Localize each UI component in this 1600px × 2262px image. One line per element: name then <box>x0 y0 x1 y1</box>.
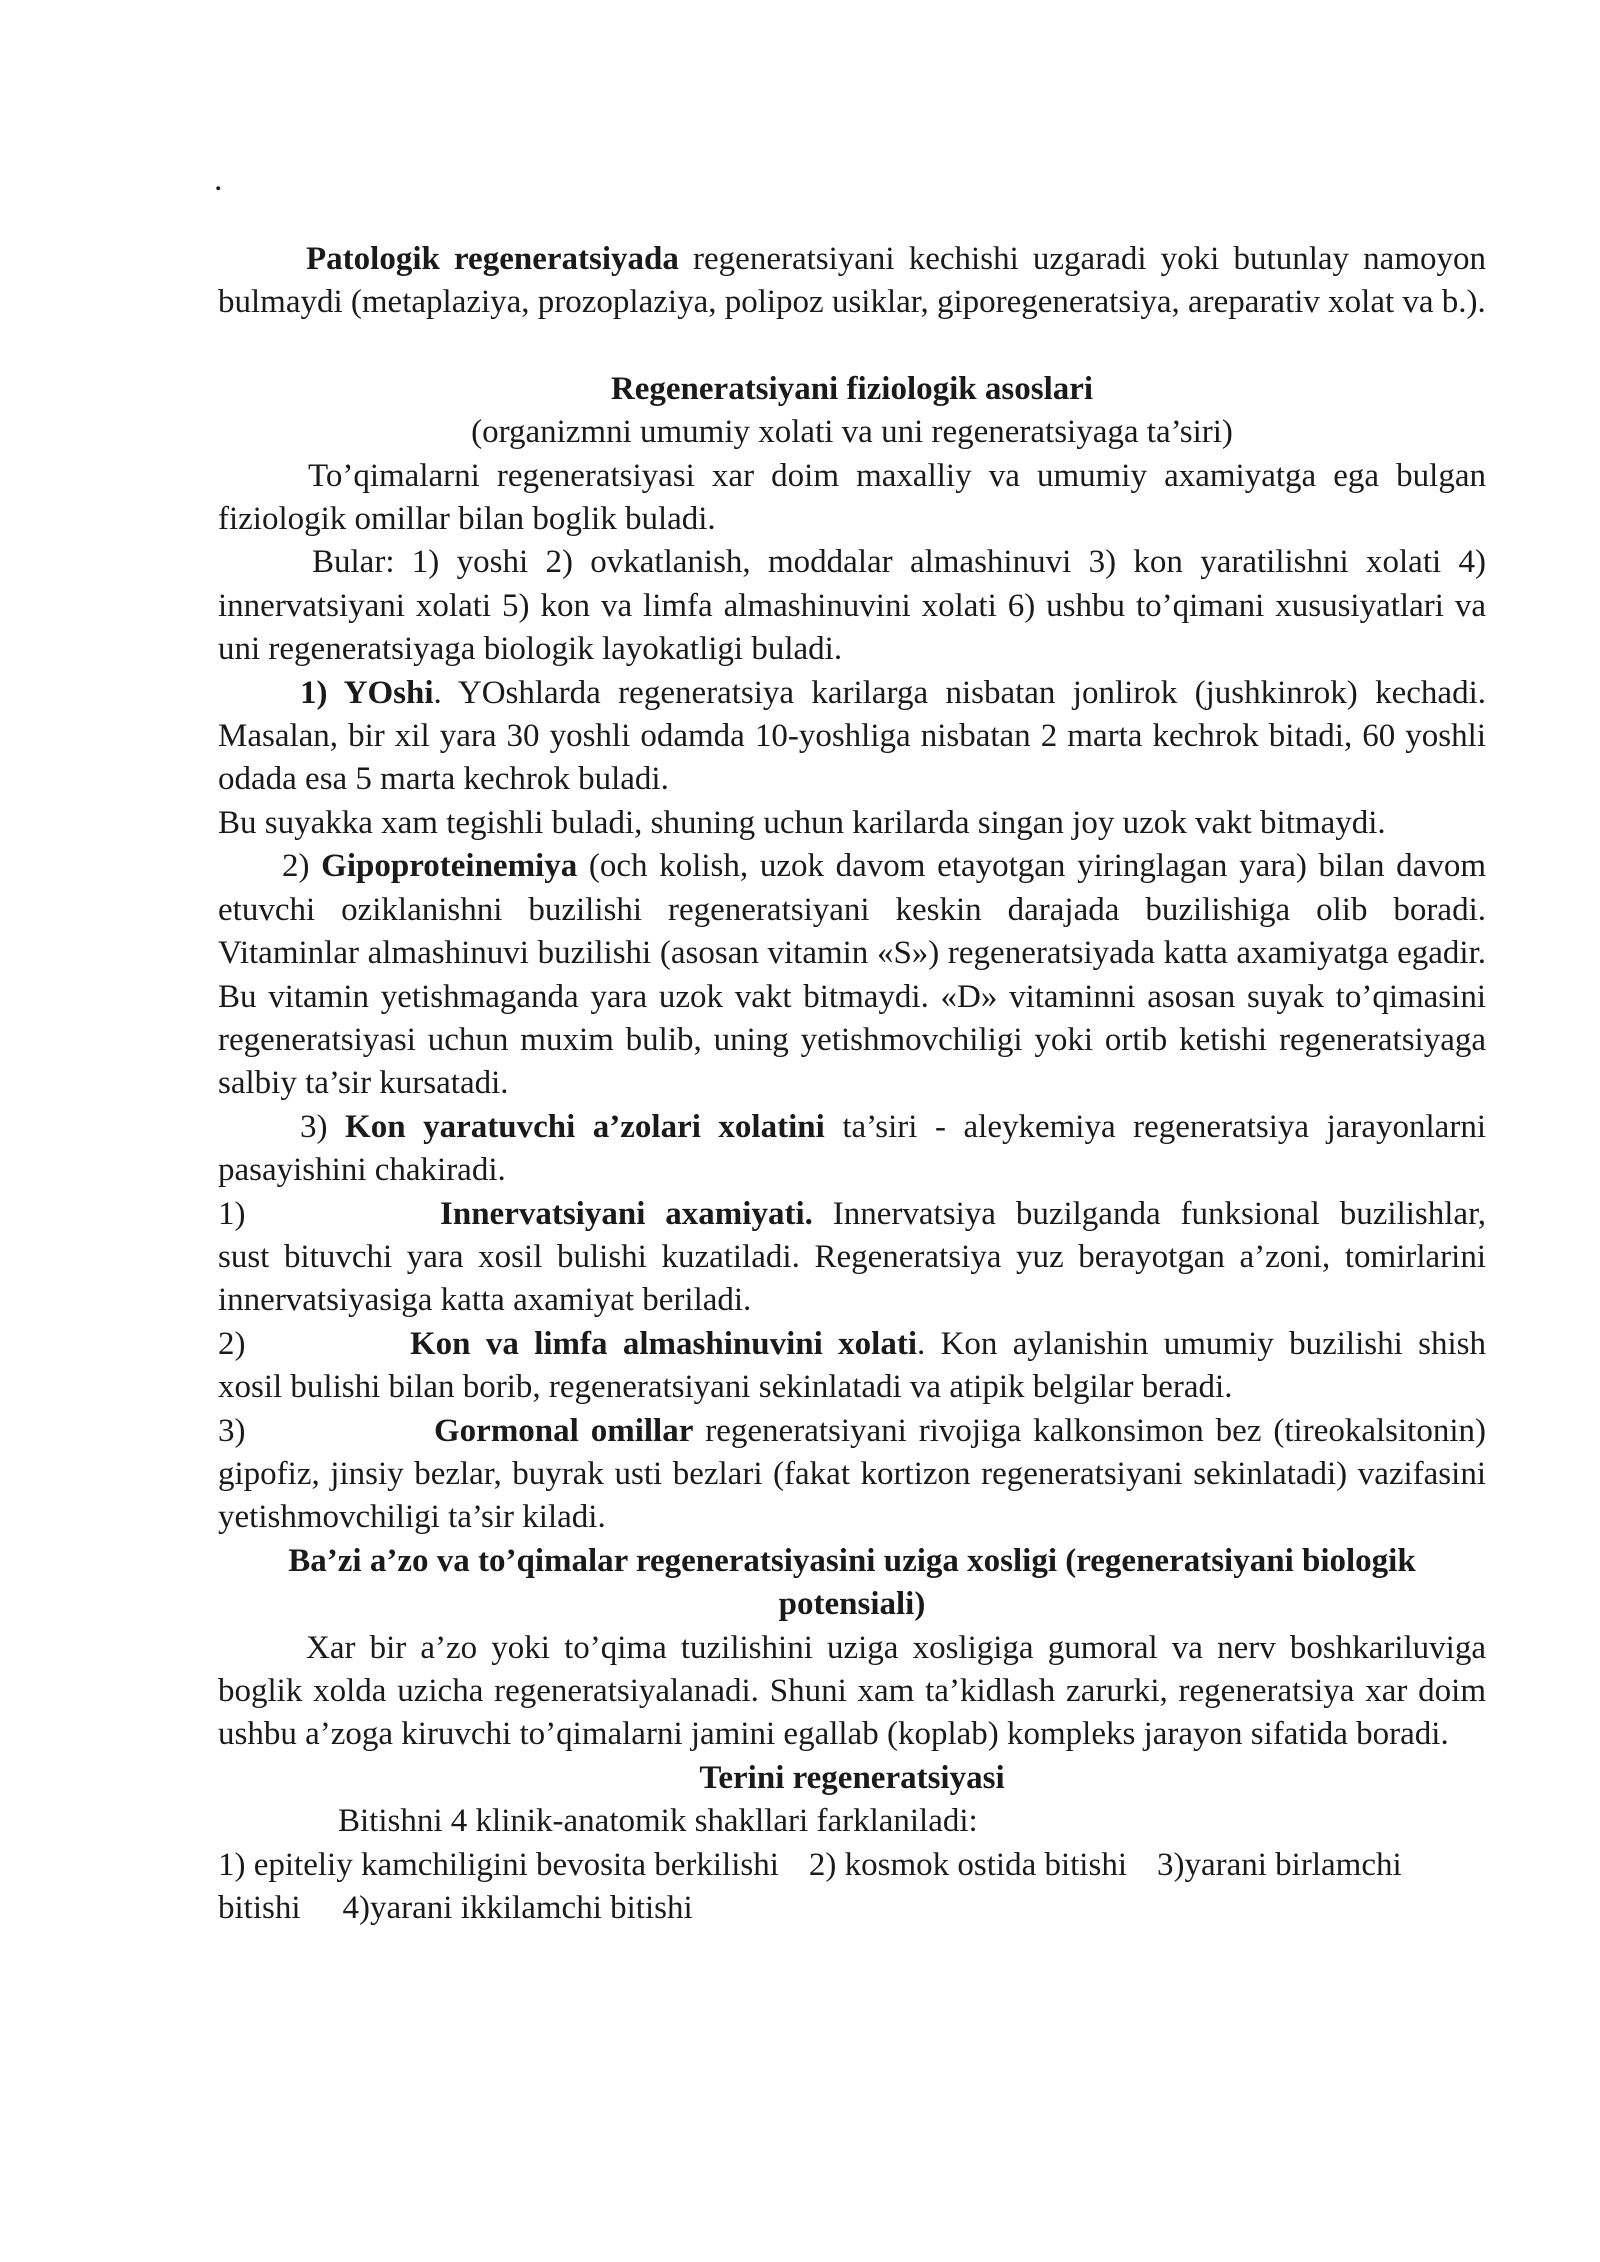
paragraph-limfa <box>218 1323 1486 1410</box>
paragraph-text: (och kolish, uzok davom etayotgan yiringlagan yara) bilan davom etuvchi oziklanishni buzilishi regeneratsiyani keskin darajada buzilishiga olib boradi. Vitaminlar almashinuvi buzilishi (asosan vitamin «S») regeneratsiyada katta axamiyatga egadir. Bu vitamin yetishmaganda yara uzok vakt bitmaydi. «D» vitaminni asosan suyak to’qimasini regeneratsiyasi uchun muxim bulib, uning yetishmovchiligi yoki ortib ketishi regeneratsiyaga salbiy ta’sir kursatadi. <box>218 848 1486 1102</box>
list-number: 1) <box>218 1195 246 1232</box>
paragraph-list <box>218 1844 1486 1931</box>
list-number: 2) <box>218 1325 246 1362</box>
paragraph-text: Innervatsiya buzilganda funksional buzilishlar, sust bituvchi yara xosil bulishi kuzatiladi. Regeneratsiya yuz berayotgan a’zoni, tomirlarini innervatsiyasiga katta axamiyat beriladi. <box>218 1195 1486 1319</box>
paragraph-kon-yaratuvchi <box>218 1106 1486 1193</box>
paragraph-toqimalarni: To’qimalarni regeneratsiyasi xar doim maxalliy va umumiy axamiyatga ega bulgan fiziologik omillar bilan boglik buladi. <box>218 457 1486 538</box>
bold-term: Patologik regeneratsiyada <box>306 241 679 277</box>
paragraph-text: regeneratsiyani kechishi uzgaradi yoki butunlay namoyon bulmaydi (metaplaziya, prozoplaziya, polipoz usiklar, giporegeneratsiya, areparativ xolat va b.). <box>218 241 1486 321</box>
list-item-d: 4)yarani ikkilamchi bitishi <box>342 1890 693 1927</box>
paragraph-text: ta’siri - aleykemiya regeneratsiya jarayonlarni pasayishini chakiradi. <box>218 1108 1486 1189</box>
document-body <box>218 238 1486 1930</box>
paragraph-text: . Kon aylanishin umumiy buzilishi shish xosil bulishi bilan borib, regeneratsiyani sekinlatadi va atipik belgilar beradi. <box>218 1325 1486 1406</box>
paragraph-bular: Bular: 1) yoshi 2) ovkatlanish, moddalar almashinuvi 3) kon yaratilishni xolati 4) innervatsiyani xolati 5) kon va limfa almashinuvini xolati 6) ushbu to’qimani xususiyatlari va uni regeneratsiyaga biologik layokatligi buladi. <box>218 544 1486 668</box>
bold-term: Kon va limfa almashinuvini xolati <box>410 1325 917 1362</box>
stray-dot: . <box>214 161 223 198</box>
paragraph-yoshi <box>218 672 1486 802</box>
heading-terini: Terini regeneratsiyasi <box>699 1759 1005 1796</box>
paragraph-gormonal <box>218 1410 1486 1540</box>
list-item-b: 2) kosmok ostida bitishi <box>808 1846 1127 1883</box>
paragraph-bitishni: Bitishni 4 klinik-anatomik shakllari farklaniladi: <box>338 1803 978 1840</box>
bold-term: Gipoproteinemiya <box>321 848 578 885</box>
list-item-c: 3)yarani birlamchi bitishi <box>218 1846 1402 1927</box>
paragraph-suyak: Bu suyakka xam tegishli buladi, shuning uchun karilarda singan joy uzok vakt bitmaydi. <box>218 804 1386 841</box>
heading-uziga-xosligi: Ba’zi a’zo va to’qimalar regeneratsiyasini uziga xosligi (regeneratsiyani biologik potensiali) <box>288 1542 1416 1623</box>
paragraph-innervatsiya <box>218 1193 1486 1323</box>
bold-term: Gormonal omillar <box>434 1412 694 1449</box>
list-item-a: 1) epiteliy kamchiligini bevosita berkilishi <box>218 1846 779 1883</box>
paragraph-text: . YOshlarda regeneratsiya karilarga nisbatan jonlirok (jushkinrok) kechadi. Masalan, bir xil yara 30 yoshli odamda 10-yoshliga nisbatan 2 marta kechrok bitadi, 60 yoshli odada esa 5 marta kechrok buladi. <box>218 674 1486 798</box>
bold-term: Innervatsiyani axamiyati. <box>440 1195 813 1232</box>
paragraph-text: regeneratsiyani rivojiga kalkonsimon bez (tireokalsitonin) gipofiz, jinsiy bezlar, buyrak usti bezlari (fakat kortizon regeneratsiyani sekinlatadi) vazifasini yetishmovchiligi ta’sir kiladi. <box>218 1412 1486 1536</box>
subheading-organizm: (organizmni umumiy xolati va uni regeneratsiyaga ta’siri) <box>471 414 1233 451</box>
bold-term: Kon yaratuvchi a’zolari xolatini <box>345 1108 825 1145</box>
paragraph-patologik <box>218 238 1486 325</box>
list-number: 3) <box>218 1412 246 1449</box>
heading-fiziologik: Regeneratsiyani fiziologik asoslari <box>610 370 1094 407</box>
paragraph-gipoproteinemiya <box>218 845 1486 1105</box>
bold-term: 1) YOshi <box>300 674 434 711</box>
list-number: 2) <box>282 848 322 885</box>
list-number: 3) <box>300 1108 346 1145</box>
paragraph-xar-bir: Xar bir a’zo yoki to’qima tuzilishini uziga xosligiga gumoral va nerv boshkariluviga boglik xolda uzicha regeneratsiyalanadi. Shuni xam ta’kidlash zarurki, regeneratsiya xar doim ushbu a’zoga kiruvchi to’qimalarni jamini egallab (koplab) kompleks jarayon sifatida boradi. <box>218 1629 1486 1753</box>
